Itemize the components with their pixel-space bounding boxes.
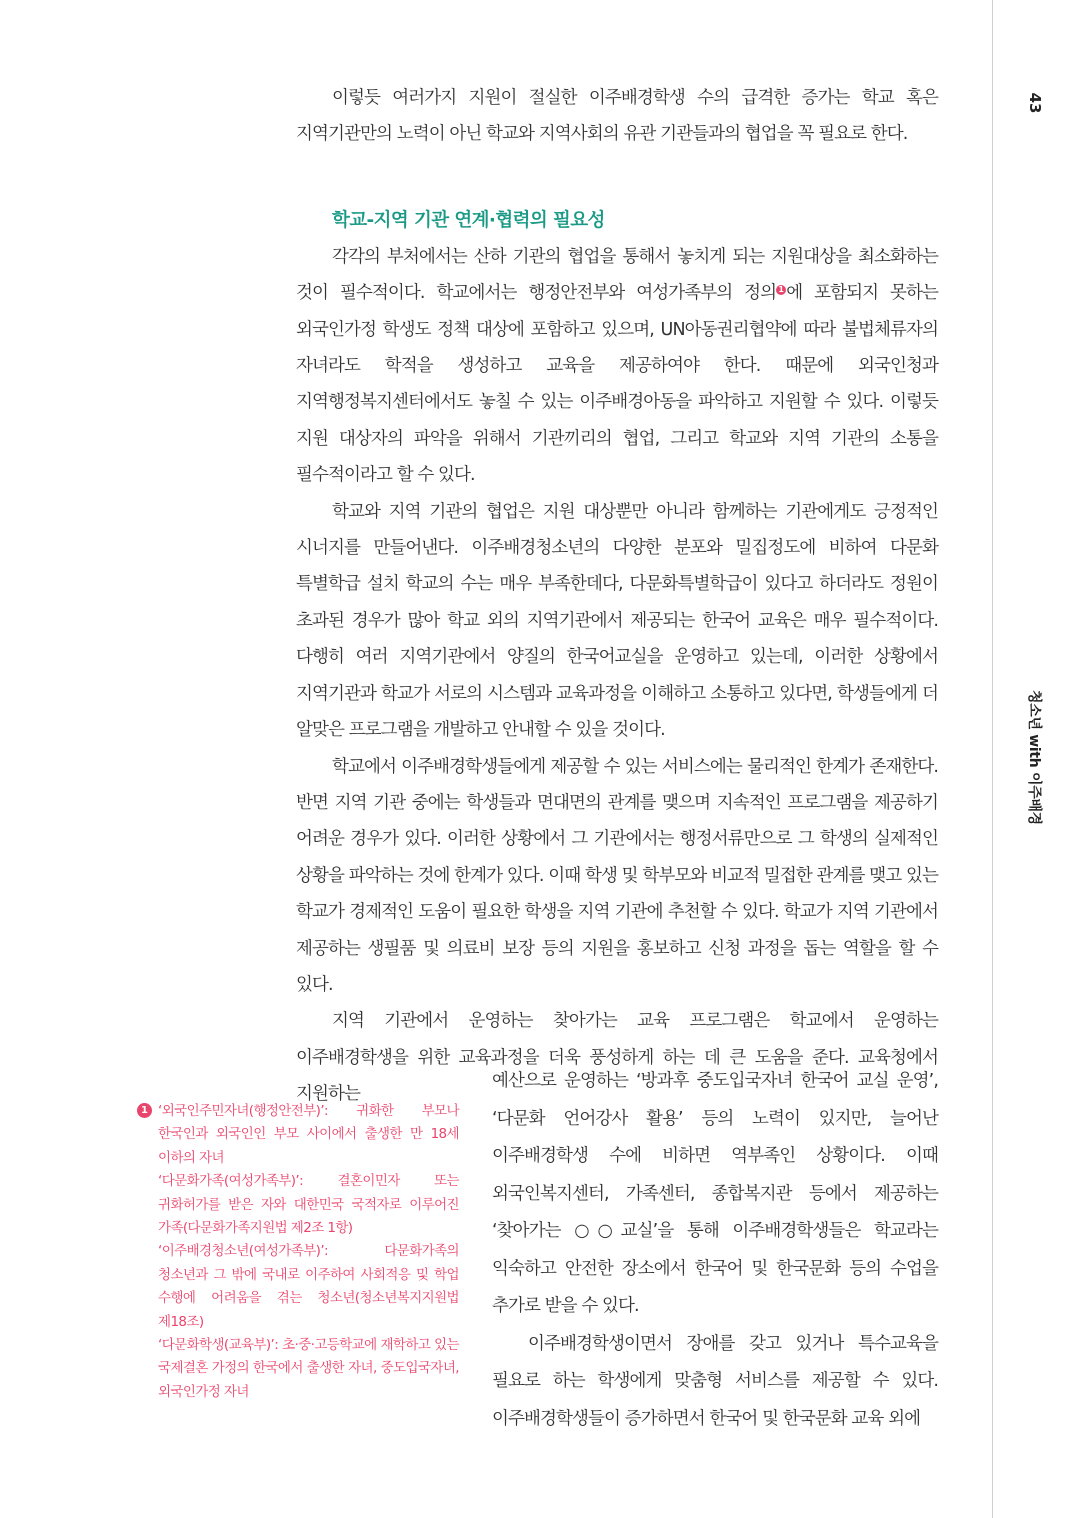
footnote (137, 1100, 459, 1404)
body-paragraph-4: 지역 기관에서 운영하는 찾아가는 교육 프로그램은 학교에서 운영하는 이주배경학생을 위한 교육과정을 더욱 풍성하게 하는 데 큰 도움을 준다. 교육청에서 지원하는 (296, 1011, 938, 1105)
intro-paragraph: 이렇듯 여러가지 지원이 절실한 이주배경학생 수의 급격한 증가는 학교 혹은 지역기관만의 노력이 아닌 학교와 지역사회의 유관 기관들과의 협업을 꼭 필요로 한다. (296, 88, 938, 145)
footnote-entry: ‘다문화가족(여성가족부)’: 결혼이민자 또는 귀화허가를 받은 자와 대한민국 국적자로 이루어진 가족(다문화가족지원법 제2조 1항) (158, 1173, 459, 1237)
margin-divider-line (992, 0, 993, 1518)
body-paragraph-5: 이주배경학생이면서 장애를 갖고 있거나 특수교육을 필요로 하는 학생에게 맞춤형 서비스를 제공할 수 있다. 이주배경학생들이 증가하면서 한국어 및 한국문화 교육 외에 (492, 1333, 938, 1429)
footnote-entry: ‘외국인주민자녀(행정안전부)’: 귀화한 부모나 한국인과 외국인인 부모 사이에서 출생한 만 18세 이하의 자녀 (158, 1103, 459, 1166)
footnote-marker: 1 (137, 1103, 152, 1118)
page-number: 43 (1026, 92, 1044, 114)
section-heading: 학교-지역 기관 연계·협력의 필요성 (332, 209, 605, 231)
body-paragraph-3: 학교에서 이주배경학생들에게 제공할 수 있는 서비스에는 물리적인 한계가 존재한다. 반면 지역 기관 중에는 학생들과 면대면의 관계를 맺으며 지속적인 프로그램을 제공하기 어려운 경우가 있다. 이러한 상황에서 그 기관에서는 행정서류만으로 그 학생의 실제적인 상황을 파악하는 것에 한계가 있다. 이때 학생 및 학부모와 비교적 밀접한 관계를 맺고 있는 학교가 경제적인 도움이 필요한 학생을 지역 기관에 추천할 수 있다. 학교가 지역 기관에서 제공하는 생필품 및 의료비 보장 등의 지원을 홍보하고 신청 과정을 돕는 역할을 할 수 있다. (296, 756, 938, 995)
continuation-column (492, 1063, 938, 1438)
footnote-body (158, 1100, 459, 1404)
body-paragraph-4-continued: 예산으로 운영하는 ‘방과후 중도입국자녀 한국어 교실 운영’, ‘다문화 언어강사 활용’ 등의 노력이 있지만, 늘어난 이주배경학생 수에 비하면 역부족인 상황이다. 이때 외국인복지센터, 가족센터, 종합복지관 등에서 제공하는 ‘찾아가는 ○○교실’을 통해 이주배경학생들은 학교라는 익숙하고 안전한 장소에서 한국어 및 한국문화 등의 수업을 추가로 받을 수 있다. (492, 1071, 938, 1316)
body-paragraph-1-part-b: 에 포함되지 못하는 외국인가정 학생도 정책 대상에 포함하고 있으며, UN아동권리협약에 따라 불법체류자의 자녀라도 학적을 생성하고 교육을 제공하여야 한다. 때문에 외국인청과 지역행정복지센터에서도 놓칠 수 있는 이주배경아동을 파악하고 지원할 수 있다. 이렇듯 지원 대상자의 파악을 위해서 기관끼리의 협업, 그리고 학교와 지역 기관의 소통을 필수적이라고 할 수 있다. (296, 283, 938, 486)
body-paragraph-1 (296, 239, 938, 494)
footnote-reference-marker[interactable]: 1 (776, 285, 786, 295)
footnote-entry: ‘이주배경청소년(여성가족부)’: 다문화가족의 청소년과 그 밖에 국내로 이주하여 사회적응 및 학업 수행에 어려움을 겪는 청소년(청소년복지지원법 제18조) (158, 1243, 459, 1330)
main-column (296, 80, 938, 1113)
footnote-entry: ‘다문화학생(교육부)’: 초·중·고등학교에 재학하고 있는 국제결혼 가정의 한국에서 출생한 자녀, 중도입국자녀, 외국인가정 자녀 (158, 1337, 459, 1400)
body-paragraph-1-part-a: 각각의 부처에서는 산하 기관의 협업을 통해서 놓치게 되는 지원대상을 최소화하는 것이 필수적이다. 학교에서는 행정안전부와 여성가족부의 정의 (296, 246, 938, 304)
body-paragraph-2: 학교와 지역 기관의 협업은 지원 대상뿐만 아니라 함께하는 기관에게도 긍정적인 시너지를 만들어낸다. 이주배경청소년의 다양한 분포와 밀집정도에 비하여 다문화 특별학급 설치 학교의 수는 매우 부족한데다, 다문화특별학급이 있다고 하더라도 정원이 초과된 경우가 많아 학교 외의 지역기관에서 제공되는 한국어 교육은 매우 필수적이다. 다행히 여러 지역기관에서 양질의 한국어교실을 운영하고 있는데, 이러한 상황에서 지역기관과 학교가 서로의 시스템과 교육과정을 이해하고 소통하고 있다면, 학생들에게 더 알맞은 프로그램을 개발하고 안내할 수 있을 것이다. (296, 501, 938, 741)
running-title: 청소년 with 이주배경 (1026, 690, 1042, 825)
